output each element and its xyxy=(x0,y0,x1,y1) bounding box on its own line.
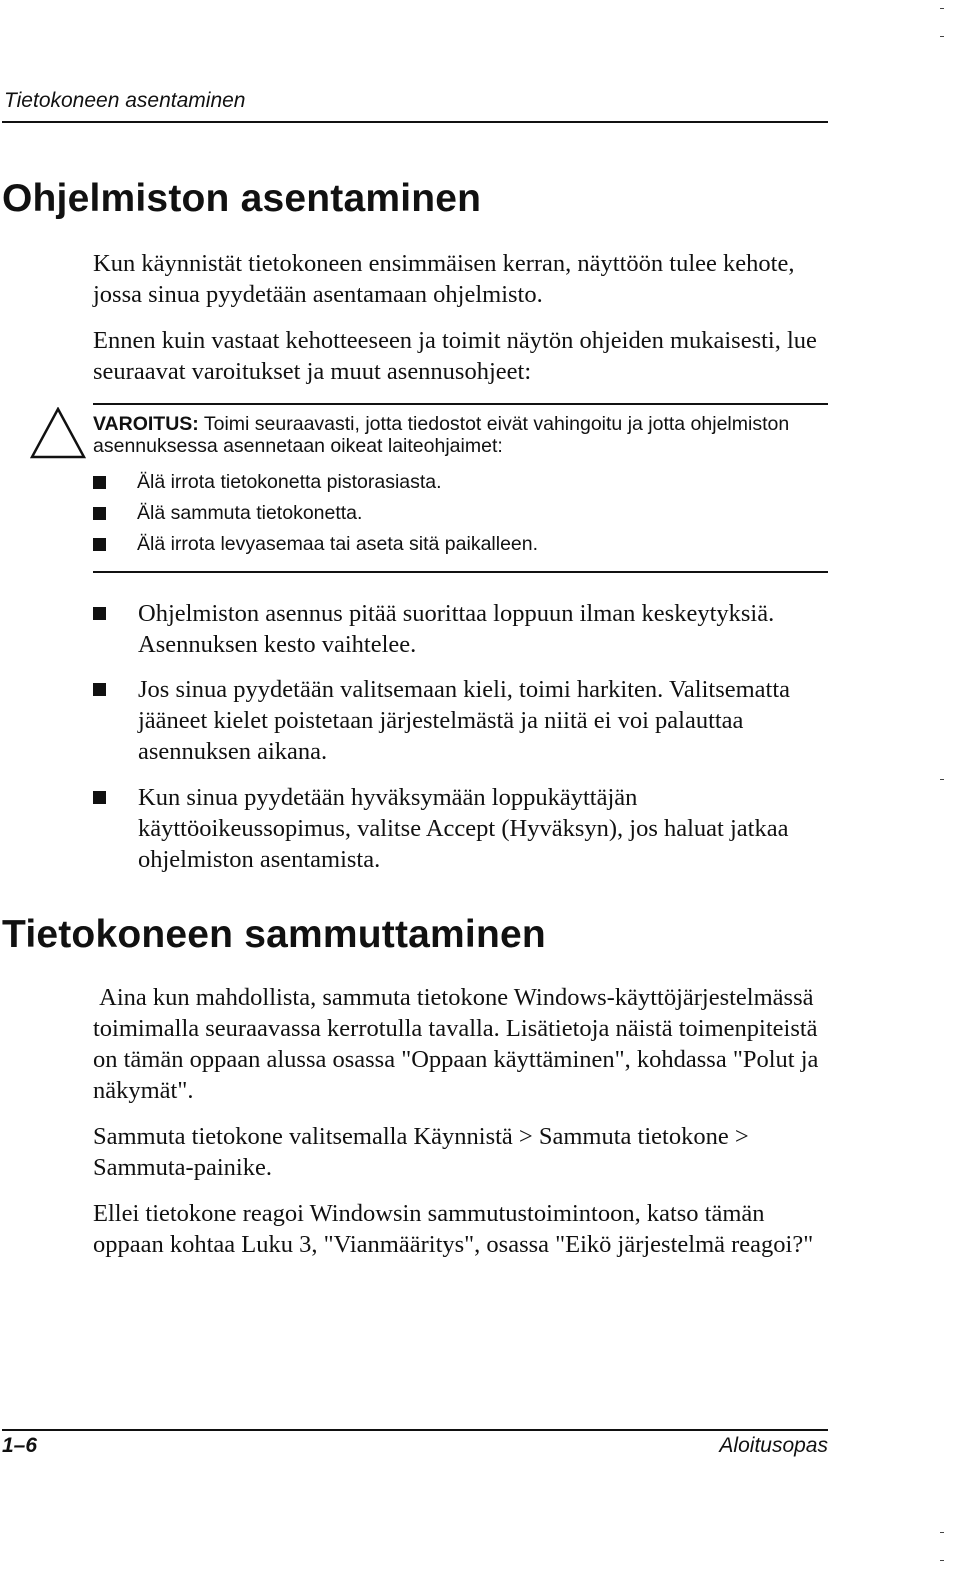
scan-mark xyxy=(940,779,944,780)
scan-mark xyxy=(940,36,944,37)
intro-paragraph: Ennen kuin vastaat kehotteeseen ja toimit näytön ohjeiden mukaisesti, lue seuraavat varoitukset ja muut asennusohjeet: xyxy=(93,327,817,385)
square-bullet-icon xyxy=(93,791,106,804)
square-bullet-icon xyxy=(93,538,106,551)
caution-list-item-text: Älä irrota tietokonetta pistorasiasta. xyxy=(137,471,442,493)
square-bullet-icon xyxy=(93,607,106,620)
running-header: Tietokoneen asentaminen xyxy=(4,89,246,112)
section-title-shutdown: Tietokoneen sammuttaminen xyxy=(2,913,546,956)
list-item-text: Jos sinua pyydetään valitsemaan kieli, toimi harkiten. Valitsematta jääneet kielet poistetaan järjestelmästä ja niitä ei voi palauttaa asennuksen aikana. xyxy=(138,676,791,765)
caution-bottom-rule xyxy=(93,571,828,573)
header-rule xyxy=(2,121,828,123)
caution-list-item-text: Älä irrota levyasemaa tai aseta sitä paikalleen. xyxy=(137,533,539,555)
list-item-text: Ohjelmiston asennus pitää suorittaa loppuun ilman keskeytyksiä. Asennuksen kesto vaihtelee. xyxy=(138,600,775,658)
caution-list-item-text: Älä sammuta tietokonetta. xyxy=(137,502,363,524)
scan-mark xyxy=(940,1560,944,1561)
section-title-software-installation: Ohjelmiston asentaminen xyxy=(2,177,482,220)
scan-mark xyxy=(940,1532,944,1533)
caution-body: Toimi seuraavasti, jotta tiedostot eivät vahingoitu ja jotta ohjelmiston asennuksessa asennetaan oikeat laiteohjaimet: xyxy=(93,413,790,457)
page-number: 1–6 xyxy=(2,1434,38,1457)
book-title: Aloitusopas xyxy=(719,1434,828,1457)
square-bullet-icon xyxy=(93,683,106,696)
list-item-text: Kun sinua pyydetään hyväksymään loppukäyttäjän käyttöoikeussopimus, valitse Accept (Hyväksyn), jos haluat jatkaa ohjelmiston asentamista. xyxy=(138,784,789,873)
body-paragraph: Ellei tietokone reagoi Windowsin sammutustoimintoon, katso tämän oppaan kohtaa Luku 3, "Vianmääritys", osassa "Eikö järjestelmä reagoi?" xyxy=(93,1200,814,1258)
caution-label: VAROITUS: xyxy=(93,413,199,435)
intro-paragraph: Kun käynnistät tietokoneen ensimmäisen kerran, näyttöön tulee kehote, jossa sinua pyydetään asentamaan ohjelmisto. xyxy=(93,250,795,308)
caution-text xyxy=(93,413,823,457)
caution-top-rule xyxy=(93,403,828,405)
footer-rule xyxy=(2,1429,828,1431)
square-bullet-icon xyxy=(93,507,106,520)
body-paragraph: Aina kun mahdollista, sammuta tietokone Windows-käyttöjärjestelmässä toimimalla seuraavassa kerrotulla tavalla. Lisätietoja näistä toimenpiteistä on tämän oppaan alussa osassa "Oppaan käyttäminen", kohdassa "Polut ja näkymät". xyxy=(93,984,825,1104)
body-paragraph: Sammuta tietokone valitsemalla Käynnistä > Sammuta tietokone > Sammuta-painike. xyxy=(93,1123,749,1181)
scan-mark xyxy=(940,8,944,9)
square-bullet-icon xyxy=(93,476,106,489)
warning-triangle-icon xyxy=(30,407,86,459)
